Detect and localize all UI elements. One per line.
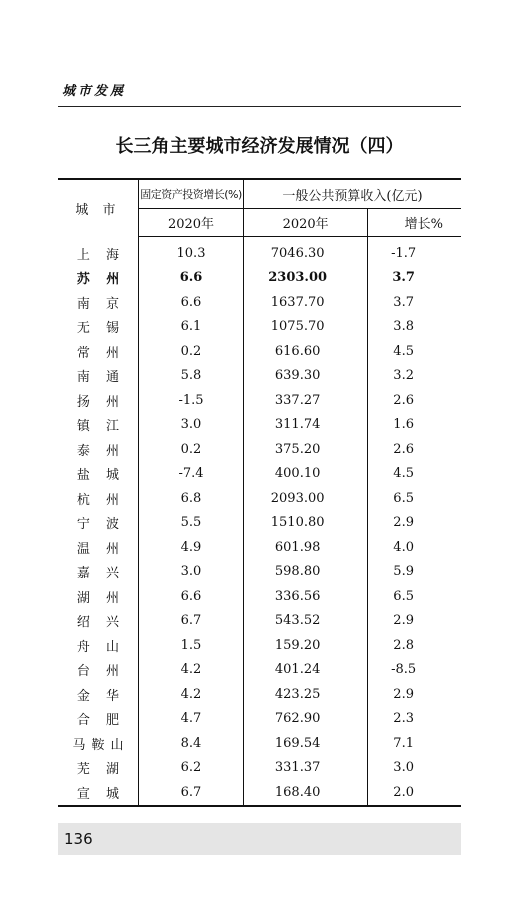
budget-cell: 331.37	[244, 756, 368, 781]
budget-cell: 616.60	[244, 339, 368, 364]
city-cell: 宣 城	[58, 780, 139, 806]
fai-cell: 1.5	[139, 633, 244, 658]
budget-cell: 311.74	[244, 413, 368, 438]
fai-cell: -7.4	[139, 462, 244, 487]
growth-cell: 3.8	[393, 319, 414, 335]
table-row	[58, 437, 461, 462]
table-row	[58, 560, 461, 585]
fai-cell: 6.6	[139, 266, 244, 291]
city-cell: 嘉 兴	[58, 560, 139, 585]
table-row	[58, 266, 461, 291]
growth-cell: -8.5	[391, 662, 417, 678]
growth-cell: 7.1	[393, 735, 414, 751]
fai-cell: -1.5	[139, 388, 244, 413]
header-city: 城 市	[58, 179, 139, 237]
table-row	[58, 731, 461, 756]
fai-cell: 6.7	[139, 609, 244, 634]
growth-cell: 2.8	[393, 637, 414, 653]
budget-cell: 639.30	[244, 364, 368, 389]
fai-cell: 4.7	[139, 707, 244, 732]
table-row	[58, 756, 461, 781]
fai-cell: 6.1	[139, 315, 244, 340]
budget-cell: 168.40	[244, 780, 368, 806]
growth-cell: 2.9	[393, 515, 414, 531]
budget-cell: 7046.30	[244, 237, 368, 266]
city-cell: 上 海	[58, 237, 139, 266]
fai-cell: 6.6	[139, 584, 244, 609]
table-row	[58, 486, 461, 511]
fai-cell: 10.3	[139, 237, 244, 266]
running-head: 城市发展	[62, 84, 127, 99]
table-row	[58, 780, 461, 806]
city-cell: 温 州	[58, 535, 139, 560]
growth-cell: 3.7	[392, 270, 415, 286]
table-row	[58, 339, 461, 364]
header-fai-title: 固定资产投资增长(%)	[139, 179, 244, 209]
growth-cell: 4.5	[393, 343, 414, 359]
table-row	[58, 462, 461, 487]
header-budget-title: 一般公共预算收入(亿元)	[244, 179, 462, 209]
budget-cell: 169.54	[244, 731, 368, 756]
growth-cell: 4.0	[393, 539, 414, 555]
city-cell: 湖 州	[58, 584, 139, 609]
city-cell: 盐 城	[58, 462, 139, 487]
growth-cell: 2.0	[368, 780, 461, 806]
budget-cell: 2303.00	[244, 266, 368, 291]
growth-cell: 2.6	[393, 392, 414, 408]
table-row	[58, 511, 461, 536]
city-cell: 合 肥	[58, 707, 139, 732]
table-row	[58, 682, 461, 707]
fai-cell: 3.0	[139, 413, 244, 438]
growth-cell: 1.6	[393, 417, 414, 433]
page-number: 136	[64, 830, 93, 848]
city-cell: 泰 州	[58, 437, 139, 462]
growth-cell: 3.2	[393, 368, 414, 384]
fai-cell: 6.6	[139, 290, 244, 315]
table-row	[58, 364, 461, 389]
table-row	[58, 609, 461, 634]
city-cell: 苏 州	[58, 266, 139, 291]
growth-cell: 6.5	[393, 490, 414, 506]
fai-cell: 8.4	[139, 731, 244, 756]
budget-cell: 601.98	[244, 535, 368, 560]
table-row	[58, 237, 461, 266]
budget-cell: 337.27	[244, 388, 368, 413]
budget-cell: 1510.80	[244, 511, 368, 536]
header-budget-growth: 增长%	[368, 209, 461, 237]
fai-cell: 3.0	[139, 560, 244, 585]
budget-cell: 423.25	[244, 682, 368, 707]
fai-cell: 6.7	[139, 780, 244, 806]
header-budget-year: 2020年	[244, 209, 368, 237]
city-cell: 常 州	[58, 339, 139, 364]
budget-cell: 400.10	[244, 462, 368, 487]
growth-cell: 4.5	[393, 466, 414, 482]
growth-cell: -1.7	[391, 245, 417, 261]
table-row	[58, 633, 461, 658]
city-cell: 马鞍山	[58, 731, 139, 756]
fai-cell: 4.2	[139, 682, 244, 707]
budget-cell: 336.56	[244, 584, 368, 609]
city-cell: 杭 州	[58, 486, 139, 511]
budget-cell: 2093.00	[244, 486, 368, 511]
growth-cell: 3.7	[393, 294, 414, 310]
budget-cell: 762.90	[244, 707, 368, 732]
fai-cell: 0.2	[139, 339, 244, 364]
table-row	[58, 658, 461, 683]
budget-cell: 1075.70	[244, 315, 368, 340]
city-cell: 台 州	[58, 658, 139, 683]
city-cell: 南 京	[58, 290, 139, 315]
fai-cell: 4.9	[139, 535, 244, 560]
growth-cell: 6.5	[393, 588, 414, 604]
growth-cell: 2.6	[393, 441, 414, 457]
fai-cell: 5.5	[139, 511, 244, 536]
city-cell: 扬 州	[58, 388, 139, 413]
budget-cell: 543.52	[244, 609, 368, 634]
city-cell: 宁 波	[58, 511, 139, 536]
header-fai-year: 2020年	[139, 209, 244, 237]
budget-cell: 159.20	[244, 633, 368, 658]
fai-cell: 4.2	[139, 658, 244, 683]
table-row	[58, 315, 461, 340]
city-cell: 绍 兴	[58, 609, 139, 634]
fai-cell: 0.2	[139, 437, 244, 462]
table-row	[58, 290, 461, 315]
growth-cell: 5.9	[393, 564, 414, 580]
table-row	[58, 388, 461, 413]
budget-cell: 401.24	[244, 658, 368, 683]
growth-cell: 2.9	[393, 686, 414, 702]
city-cell: 无 锡	[58, 315, 139, 340]
budget-cell: 1637.70	[244, 290, 368, 315]
budget-cell: 375.20	[244, 437, 368, 462]
page-title: 长三角主要城市经济发展情况（四）	[115, 136, 404, 157]
table-row	[58, 413, 461, 438]
growth-cell: 2.3	[393, 711, 414, 727]
header-rule	[58, 106, 461, 107]
table-row	[58, 584, 461, 609]
table-row	[58, 535, 461, 560]
city-cell: 镇 江	[58, 413, 139, 438]
growth-cell: 3.0	[393, 760, 414, 776]
fai-cell: 5.8	[139, 364, 244, 389]
footer-bar	[58, 823, 461, 855]
city-cell: 金 华	[58, 682, 139, 707]
city-cell: 南 通	[58, 364, 139, 389]
growth-cell: 2.9	[393, 613, 414, 629]
table-row	[58, 707, 461, 732]
economy-table	[58, 178, 461, 807]
budget-cell: 598.80	[244, 560, 368, 585]
fai-cell: 6.2	[139, 756, 244, 781]
table-body	[58, 237, 461, 806]
city-cell: 舟 山	[58, 633, 139, 658]
city-cell: 芜 湖	[58, 756, 139, 781]
fai-cell: 6.8	[139, 486, 244, 511]
